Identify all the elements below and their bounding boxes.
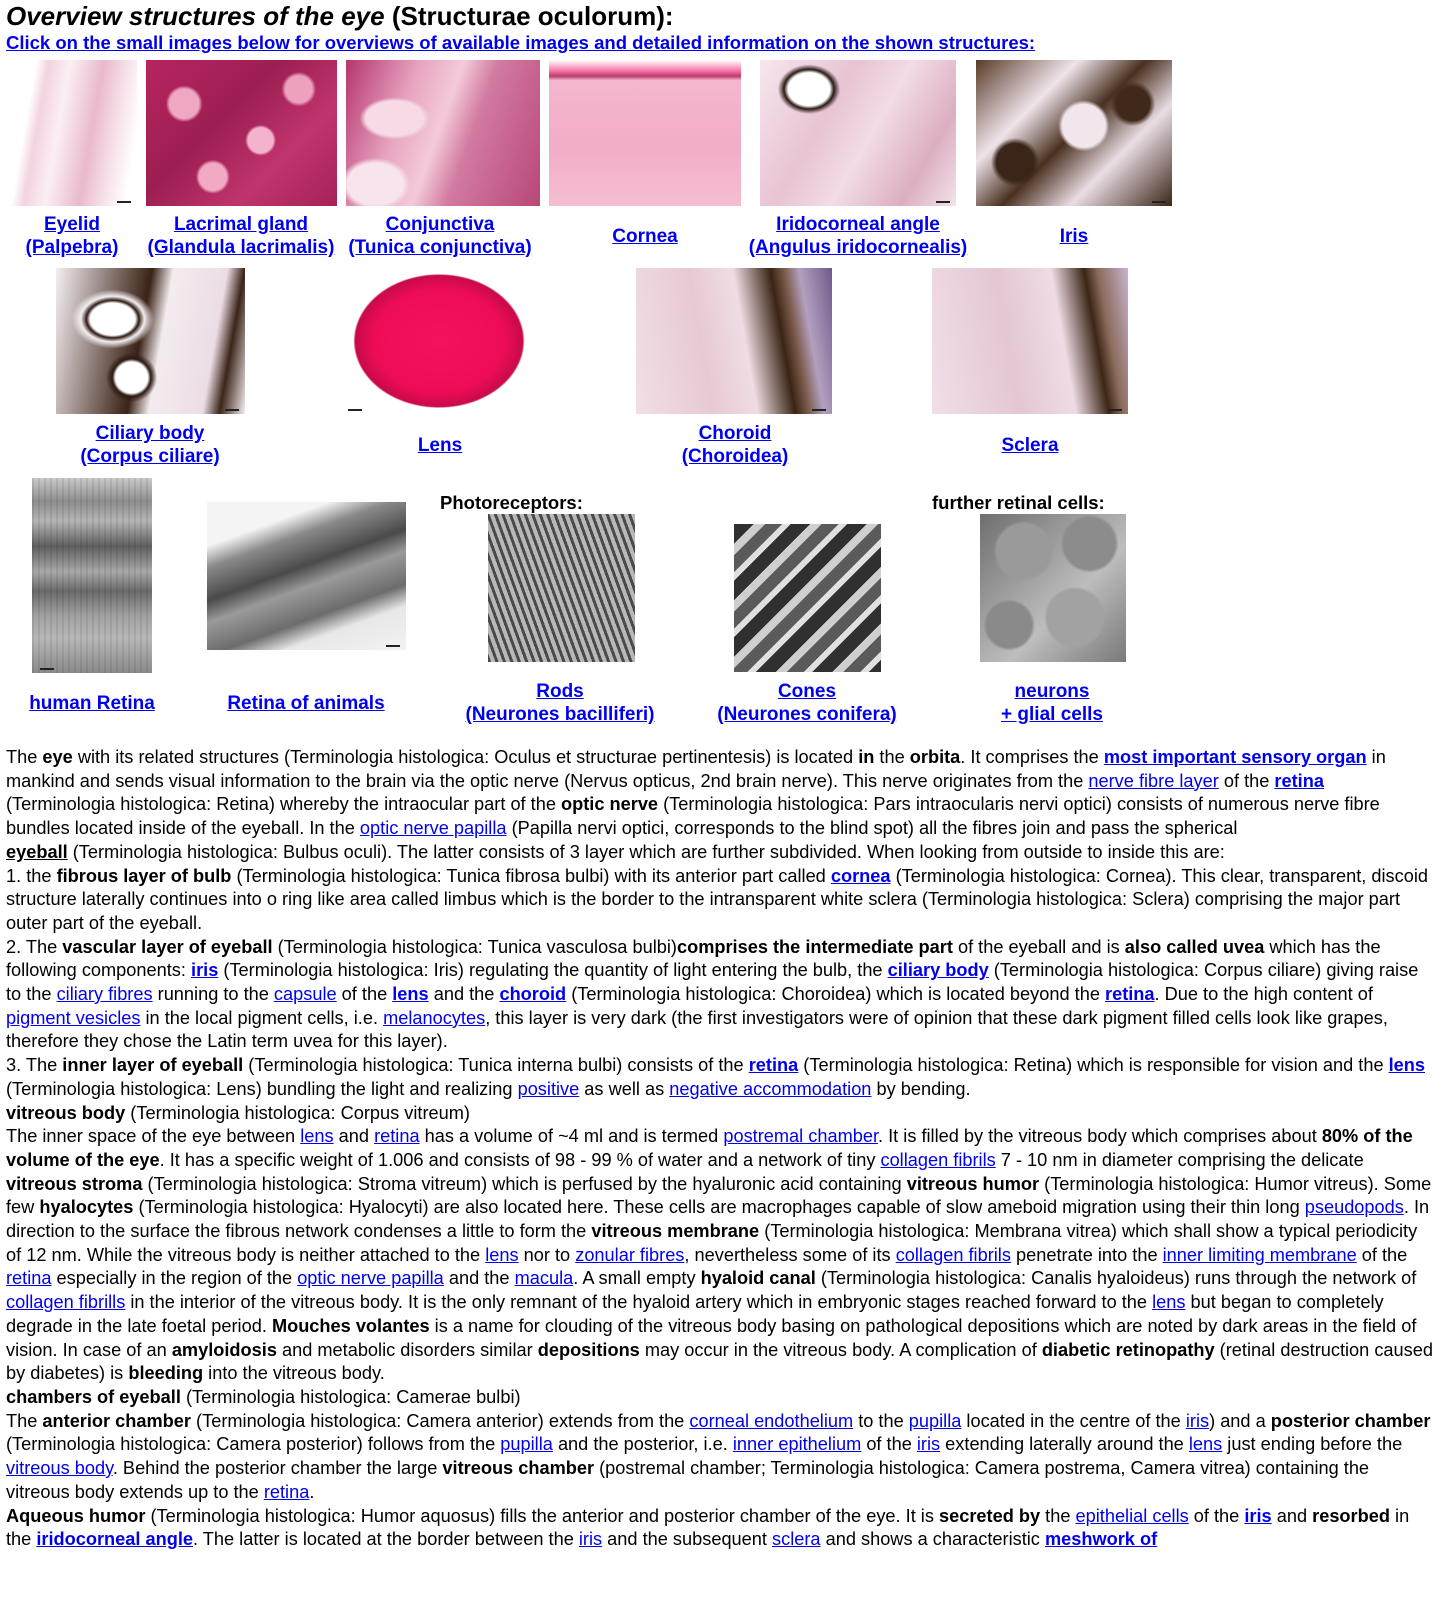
text-run: in mankind and sends visual information to the brain via the optic nerve (Nervus opticus, 2nd brain nerve). This nerve originates from the — [6, 747, 1386, 791]
link-neurons-glial-cells[interactable] — [992, 680, 1112, 726]
bold-term: also called uvea — [1124, 936, 1265, 957]
inline-link[interactable]: sclera — [772, 1529, 821, 1550]
rods-latin-label: (Neurones bacilliferi) — [465, 704, 655, 725]
sclera-thumbnail[interactable] — [932, 268, 1128, 414]
inline-link[interactable]: lens — [1388, 1055, 1426, 1076]
paragraph-vitreous-body — [6, 1125, 1434, 1386]
text-run: (Terminologia histologica: Choroidea) which is located beyond the — [566, 984, 1105, 1005]
bold-term: optic nerve — [561, 794, 659, 815]
text-run: has a volume of ~4 ml and is termed — [419, 1126, 724, 1147]
eyelid-label: Eyelid — [44, 214, 100, 235]
inline-link[interactable]: iris — [191, 960, 219, 981]
text-run: the — [1040, 1505, 1076, 1526]
inline-link[interactable]: capsule — [273, 984, 337, 1005]
paragraph-aqueous-humor — [6, 1505, 1434, 1552]
paragraph-fibrous-layer — [6, 865, 1434, 936]
cornea-label: Cornea — [612, 226, 678, 247]
choroid-thumbnail[interactable] — [636, 268, 832, 414]
choroid-latin-label: (Choroidea) — [681, 446, 789, 467]
inline-link[interactable]: cornea — [830, 865, 891, 886]
text-run: (retinal destruction caused by diabetes) is — [6, 1339, 1433, 1384]
inline-link[interactable]: zonular fibres — [575, 1244, 685, 1265]
page-title-italic: Overview structures of the eye — [6, 1, 385, 31]
text-run: just ending before the — [1222, 1434, 1403, 1455]
bold-term: amyloidosis — [171, 1339, 277, 1360]
inline-link[interactable]: optic nerve papilla — [297, 1268, 444, 1289]
text-run: but began to completely degrade in the late foetal period. — [6, 1292, 1384, 1336]
text-run: by bending. — [871, 1078, 971, 1099]
glial-cells-label: + glial cells — [1001, 704, 1103, 725]
text-run: (Terminologia histologica: Membrana vitrea) which shall show a typical periodicity of 12 nm. While the vitreous body is neither attached to the — [6, 1221, 1418, 1265]
inline-link[interactable]: macula — [514, 1268, 574, 1289]
text-run: is a name for clouding of the vitreous body basing on pathological depositions which are noted by dark areas in the field of vision. In case of an — [6, 1315, 1417, 1360]
text-run: of the — [1356, 1244, 1408, 1265]
iris-thumbnail[interactable] — [976, 60, 1172, 206]
text-run: (Terminologia histologica: Corpus vitreum) — [125, 1102, 470, 1123]
lacrimal-gland-thumbnail[interactable] — [146, 60, 337, 206]
conjunctiva-latin-label: (Tunica conjunctiva) — [348, 237, 532, 258]
bold-term: bleeding — [128, 1363, 204, 1384]
inline-link[interactable]: retina — [263, 1481, 310, 1502]
human-retina-thumbnail[interactable] — [32, 478, 152, 673]
text-run: (Papilla nervi optici, corresponds to the blind spot) all the fibres join and pass the spherical — [506, 818, 1238, 839]
paragraph-vascular-layer — [6, 936, 1434, 1055]
text-run: The — [6, 1410, 43, 1431]
text-run: (Terminologia histologica: Iris) regulating the quantity of light entering the bulb, the — [218, 960, 888, 981]
text-run: (Terminologia histologica: Tunica interna bulbi) consists of the — [243, 1055, 749, 1076]
text-run: (Terminologia histologica: Cornea). This clear, transparent, discoid structure laterally continues into o ring like area called limbus which is the border to the intransparent white sclera (Terminologia histologica: Sclera) comprising the major part outer part of the eyeball. — [6, 865, 1428, 933]
bold-term: vascular layer of eyeball — [62, 936, 273, 957]
link-sclera[interactable] — [990, 434, 1070, 457]
text-run: The — [6, 747, 43, 767]
link-eyelid[interactable] — [12, 213, 132, 259]
inline-link[interactable]: vitreous body — [6, 1458, 113, 1479]
inline-link[interactable]: retina — [748, 1055, 799, 1076]
text-run: and shows a characteristic — [820, 1529, 1045, 1550]
bold-term: vitreous humor — [906, 1173, 1040, 1194]
text-run: (Terminologia histologica: Canalis hyaloideus) runs through the network of — [815, 1268, 1417, 1289]
cones-latin-label: (Neurones conifera) — [717, 704, 897, 725]
bold-term: vitreous chamber — [442, 1458, 595, 1479]
inline-link[interactable]: negative accommodation — [669, 1078, 872, 1099]
inline-link[interactable]: ciliary body — [887, 960, 989, 981]
ciliary-body-latin-label: (Corpus ciliare) — [80, 446, 220, 467]
text-run: running to the — [152, 984, 274, 1005]
text-run: of the eyeball and is — [952, 936, 1125, 957]
text-run: extending laterally around the — [940, 1434, 1189, 1455]
lens-thumbnail[interactable] — [340, 268, 538, 414]
text-run: which has the following components: — [6, 936, 1381, 981]
inline-link[interactable]: retina — [6, 1268, 52, 1289]
inline-link[interactable]: choroid — [499, 984, 567, 1005]
bold-term: comprises the intermediate part — [676, 936, 953, 957]
paragraph-inner-layer — [6, 1054, 1434, 1101]
text-run: and metabolic disorders similar — [276, 1339, 538, 1360]
link-choroid[interactable] — [660, 422, 810, 468]
text-run: (Terminologia histologica: Corpus ciliare) giving raise to the — [6, 960, 1419, 1005]
rods-label: Rods — [536, 681, 584, 702]
text-run: (Terminologia histologica: Tunica vasculosa bulbi) — [272, 936, 677, 957]
text-run: especially in the region of the — [51, 1268, 298, 1289]
inline-link[interactable]: collagen fibrils — [880, 1149, 996, 1170]
text-run: (Terminologia histologica: Humor vitreus). Some few — [6, 1173, 1432, 1218]
text-run: may occur in the vitreous body. A complication of — [639, 1339, 1042, 1360]
inline-link[interactable]: lens — [1188, 1434, 1223, 1455]
ciliary-body-label: Ciliary body — [95, 423, 205, 444]
lacrimal-gland-label: Lacrimal gland — [173, 214, 309, 235]
text-run: (Terminologia histologica: Humor aquosus) fills the anterior and posterior chamber of the eye. It is — [145, 1505, 939, 1526]
bold-term: depositions — [537, 1339, 640, 1360]
link-iridocorneal-angle[interactable] — [740, 213, 976, 259]
cornea-thumbnail[interactable] — [549, 60, 741, 206]
text-run: 2. The — [6, 936, 63, 957]
inline-link[interactable]: retina — [374, 1126, 420, 1147]
inline-link[interactable]: lens — [485, 1244, 519, 1265]
link-conjunctiva[interactable] — [340, 213, 540, 259]
bold-term: vitreous stroma — [6, 1173, 143, 1194]
text-run: (Terminologia histologica: Bulbus oculi). The latter consists of 3 layer which are further subdivided. When looking from outside to inside this are: — [67, 841, 1225, 862]
bold-term: chambers of eyeball — [6, 1386, 181, 1407]
text-run: penetrate into the — [1010, 1244, 1163, 1265]
inline-link[interactable]: nerve fibre layer — [1088, 770, 1219, 791]
inline-link[interactable]: retina — [1274, 770, 1324, 791]
bold-term: in — [858, 747, 875, 767]
overview-instruction-link[interactable]: Click on the small images below for overviews of available images and detailed information on the shown structures: — [6, 32, 1036, 53]
inline-link[interactable]: pseudopods — [1304, 1197, 1404, 1218]
text-run: . A small empty — [573, 1268, 701, 1289]
link-ciliary-body[interactable] — [60, 422, 240, 468]
inline-link[interactable]: most important sensory organ — [1103, 747, 1367, 767]
text-run: in the interior of the vitreous body. It is the only remnant of the hyaloid artery which in embryonic stages reached forward to the — [125, 1292, 1153, 1313]
inline-link[interactable]: iris — [1244, 1505, 1272, 1526]
inline-link[interactable]: meshwork of — [1044, 1529, 1158, 1550]
bold-term: inner layer of eyeball — [62, 1055, 244, 1076]
inline-link[interactable]: inner epithelium — [732, 1434, 862, 1455]
text-run: . Due to the high content of — [1154, 984, 1373, 1005]
bold-term: orbita — [909, 747, 961, 767]
bold-term: resorbed — [1312, 1505, 1390, 1526]
paragraph-eye-intro — [6, 746, 1434, 841]
text-run: 7 - 10 nm in diameter comprising the delicate — [995, 1149, 1364, 1170]
further-retinal-cells-heading: further retinal cells: — [932, 492, 1105, 513]
inline-link[interactable]: lens — [1152, 1292, 1186, 1313]
inline-link[interactable]: iridocorneal angle — [36, 1529, 193, 1550]
text-run: (Terminologia histologica: Hyalocyti) are also located here. These cells are macrophages capable of slow ameboid migration using their thin long — [133, 1197, 1305, 1218]
link-cornea[interactable] — [590, 225, 700, 248]
text-run: . It is filled by the vitreous body which comprises about — [878, 1126, 1322, 1147]
inline-link[interactable]: iris — [578, 1529, 603, 1550]
text-run: (postremal chamber; Terminologia histologica: Camera postrema, Camera vitrea) containing the vitreous body extends up to the — [6, 1458, 1370, 1502]
text-run: ) and a — [1209, 1410, 1271, 1431]
inline-link[interactable]: lens — [392, 984, 429, 1005]
text-run: as well as — [579, 1078, 670, 1099]
inline-link[interactable]: ciliary fibres — [56, 984, 153, 1005]
text-run: of the — [1218, 770, 1275, 791]
text-run: (Terminologia histologica: Camerae bulbi) — [180, 1386, 521, 1407]
bold-term: hyalocytes — [39, 1197, 134, 1218]
text-run: . It has a specific weight of 1.006 and consists of 98 - 99 % of water and a network of tiny — [159, 1149, 881, 1170]
inline-link[interactable]: inner limiting membrane — [1162, 1244, 1357, 1265]
link-lens[interactable] — [400, 434, 480, 457]
eyelid-thumbnail[interactable] — [9, 60, 137, 206]
text-run: . — [309, 1481, 315, 1502]
link-retina-of-animals[interactable] — [220, 692, 392, 715]
text-run: , this layer is very dark (the first investigators were of opinion that these dark pigment filled cells look like grapes, therefore they chose the Latin term uvea for this layer). — [6, 1007, 1388, 1052]
photoreceptors-heading: Photoreceptors: — [440, 492, 583, 513]
inline-link[interactable]: pupilla — [500, 1434, 553, 1455]
text-run: 3. The — [6, 1055, 63, 1076]
inline-link[interactable]: optic nerve papilla — [359, 818, 507, 839]
conjunctiva-label: Conjunctiva — [385, 214, 495, 235]
conjunctiva-thumbnail[interactable] — [346, 60, 540, 206]
text-run: . The latter is located at the border between the — [193, 1529, 579, 1550]
retina-of-animals-label: Retina of animals — [227, 693, 385, 714]
inline-link[interactable]: postremal chamber — [723, 1126, 879, 1147]
text-run: in the — [6, 1505, 1410, 1550]
heading-chambers — [6, 1386, 1434, 1410]
bold-term: vitreous body — [6, 1102, 126, 1123]
ciliary-body-thumbnail[interactable] — [56, 268, 245, 414]
iris-label: Iris — [1059, 226, 1089, 247]
bold-term: eye — [42, 747, 73, 767]
text-run: and the — [428, 984, 500, 1005]
link-lacrimal-gland[interactable] — [141, 213, 341, 259]
inline-link[interactable]: retina — [1105, 984, 1155, 1005]
text-run: (Terminologia histologica: Stroma vitreum) which is perfused by the hyaluronic acid containing — [142, 1173, 907, 1194]
inline-link[interactable]: iris — [1185, 1410, 1210, 1431]
text-run: in the local pigment cells, i.e. — [140, 1007, 384, 1028]
underlined-term: eyeball — [6, 841, 68, 862]
text-run: the — [874, 747, 910, 767]
inline-link[interactable]: corneal endothelium — [689, 1410, 854, 1431]
bold-term: secreted by — [939, 1505, 1041, 1526]
inline-link[interactable]: pigment vesicles — [6, 1007, 141, 1028]
bold-term: hyaloid canal — [700, 1268, 816, 1289]
text-run: and — [333, 1126, 375, 1147]
text-run: (Terminologia histologica: Pars intraocularis nervi optici) consists of numerous nerve fibre bundles located inside of the eyeball. In the — [6, 794, 1380, 839]
link-cones[interactable] — [712, 680, 902, 726]
paragraph-chambers — [6, 1410, 1434, 1505]
lens-label: Lens — [417, 435, 463, 456]
retina-of-animals-thumbnail[interactable] — [207, 502, 406, 650]
inline-link[interactable]: positive — [517, 1078, 580, 1099]
link-rods[interactable] — [460, 680, 660, 726]
bold-term: diabetic retinopathy — [1041, 1339, 1215, 1360]
text-run: with its related structures (Terminologia histologica: Oculus et structurae pertinentesis) is located — [72, 747, 859, 767]
inline-link[interactable]: epithelial cells — [1075, 1505, 1189, 1526]
text-run: into the vitreous body. — [203, 1363, 385, 1384]
paragraph-eyeball — [6, 841, 1434, 865]
text-run: and the posterior, i.e. — [552, 1434, 733, 1455]
text-run: 1. the — [6, 865, 57, 886]
text-run: and the — [443, 1268, 515, 1289]
eyelid-latin-label: (Palpebra) — [25, 237, 119, 258]
page-title-rest: (Structurae oculorum): — [384, 1, 674, 31]
text-run: of the — [1188, 1505, 1245, 1526]
text-run: nor to — [518, 1244, 576, 1265]
choroid-label: Choroid — [698, 423, 772, 444]
sclera-label: Sclera — [1001, 435, 1059, 456]
inline-link[interactable]: iris — [916, 1434, 941, 1455]
text-run: (Terminologia histologica: Tunica fibrosa bulbi) with its anterior part called — [231, 865, 831, 886]
text-run: located in the centre of the — [961, 1410, 1186, 1431]
page-title — [6, 0, 674, 32]
bold-term: Aqueous humor — [6, 1505, 146, 1526]
bold-term: vitreous membrane — [591, 1221, 760, 1242]
bold-term: 80% of the volume of the eye — [6, 1126, 1413, 1170]
text-run: of the — [861, 1434, 917, 1455]
iridocorneal-angle-latin-label: (Angulus iridocornealis) — [748, 237, 968, 258]
text-run: of the — [336, 984, 393, 1005]
iridocorneal-angle-label: Iridocorneal angle — [776, 214, 940, 235]
link-human-retina[interactable] — [22, 692, 162, 715]
text-run: (Terminologia histologica: Retina) whereby the intraocular part of the — [6, 794, 562, 815]
text-run: . In direction to the surface the fibrous network condenses a little to form the — [6, 1197, 1430, 1242]
human-retina-label: human Retina — [29, 693, 155, 714]
heading-vitreous-body — [6, 1102, 1434, 1126]
link-iris[interactable] — [1044, 225, 1104, 248]
text-run: (Terminologia histologica: Camera posterior) follows from the — [6, 1434, 501, 1455]
text-run: and the subsequent — [602, 1529, 773, 1550]
text-run: to the — [853, 1410, 909, 1431]
rods-thumbnail[interactable] — [488, 514, 635, 662]
text-run: (Terminologia histologica: Retina) which is responsible for vision and the — [798, 1055, 1389, 1076]
article-body — [6, 746, 1434, 1552]
text-run: , nevertheless some of its — [684, 1244, 896, 1265]
neurons-label: neurons — [1014, 681, 1090, 702]
inline-link[interactable]: pupilla — [908, 1410, 962, 1431]
lacrimal-gland-latin-label: (Glandula lacrimalis) — [147, 237, 335, 258]
inline-link[interactable]: collagen fibrils — [895, 1244, 1011, 1265]
inline-link[interactable]: lens — [300, 1126, 334, 1147]
text-run: and — [1271, 1505, 1313, 1526]
inline-link[interactable]: melanocytes — [383, 1007, 486, 1028]
text-run: . It comprises the — [960, 747, 1104, 767]
cones-thumbnail[interactable] — [734, 524, 881, 672]
inline-link[interactable]: collagen fibrills — [6, 1292, 126, 1313]
cones-label: Cones — [777, 681, 837, 702]
bold-term: fibrous layer of bulb — [56, 865, 232, 886]
text-run: The inner space of the eye between — [6, 1126, 301, 1147]
bold-term: posterior chamber — [1270, 1410, 1431, 1431]
iridocorneal-angle-thumbnail[interactable] — [760, 60, 956, 206]
text-run: (Terminologia histologica: Lens) bundling the light and realizing — [6, 1078, 518, 1099]
text-run: . Behind the posterior chamber the large — [112, 1458, 443, 1479]
neurons-glial-thumbnail[interactable] — [980, 514, 1126, 662]
bold-term: anterior chamber — [42, 1410, 191, 1431]
text-run: (Terminologia histologica: Camera anterior) extends from the — [191, 1410, 690, 1431]
bold-term: Mouches volantes — [271, 1315, 430, 1336]
